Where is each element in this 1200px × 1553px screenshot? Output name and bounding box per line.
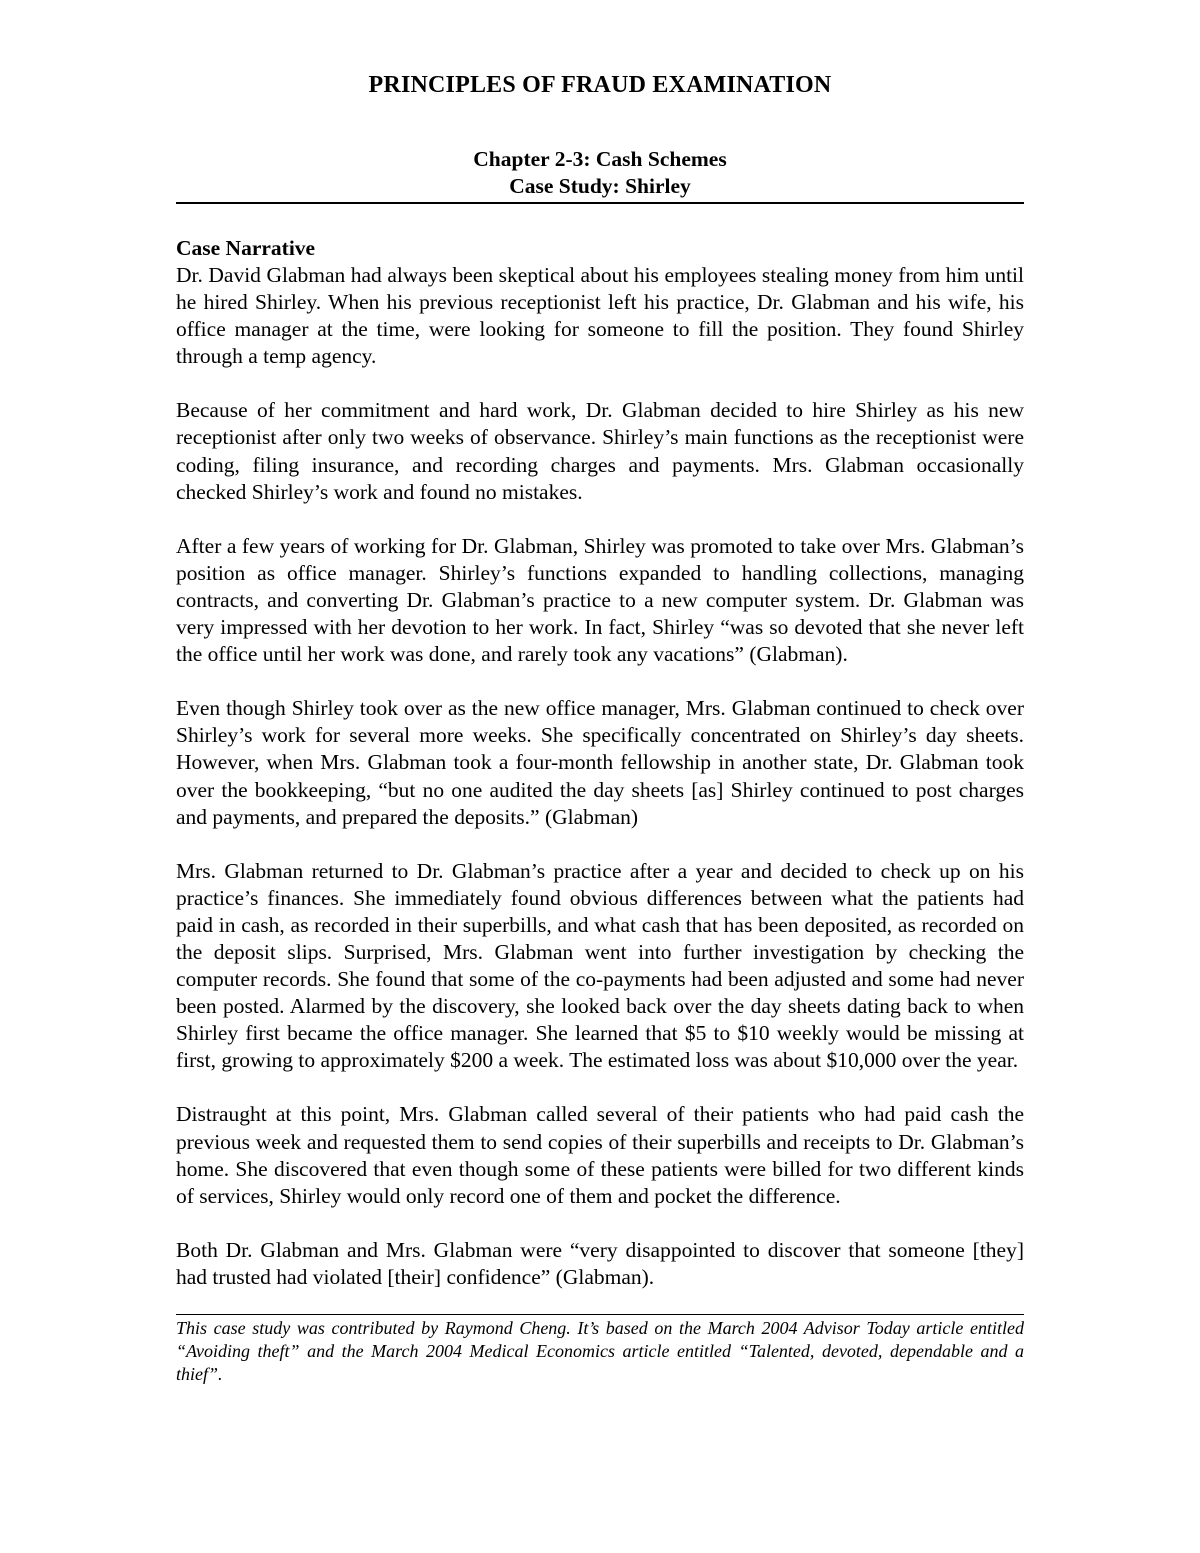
paragraph: Even though Shirley took over as the new office manager, Mrs. Glabman continued to check over Shirley’s work for several more weeks. She specifically concentrated on Shirley’s day sheets. However, when Mrs. Glabman took a four-month fellowship in another state, Dr. Glabman took over the bookkeeping, “but no one audited the day sheets [as] Shirley continued to post charges and payments, and prepared the deposits.” (Glabman) <box>176 696 1024 829</box>
paragraph: Both Dr. Glabman and Mrs. Glabman were “very disappointed to discover that someone [they] had trusted had violated [their] confidence” (Glabman). <box>176 1237 1024 1289</box>
case-study-heading: Case Study: Shirley <box>509 174 691 198</box>
document-page <box>176 72 1024 1386</box>
document-title: PRINCIPLES OF FRAUD EXAMINATION <box>368 72 832 98</box>
paragraph: After a few years of working for Dr. Glabman, Shirley was promoted to take over Mrs. Glabman’s position as office manager. Shirley’s functions expanded to handling collections, managing contracts, and converting Dr. Glabman’s practice to a new computer system. Dr. Glabman was very impressed with her devotion to her work. In fact, Shirley “was so devoted that she never left the office until her work was done, and rarely took any vacations” (Glabman). <box>176 533 1024 667</box>
header-divider <box>176 202 1024 204</box>
paragraph: Distraught at this point, Mrs. Glabman called several of their patients who had paid cash the previous week and requested them to send copies of their superbills and receipts to Dr. Glabman’s home. She discovered that even though some of these patients were billed for two different kinds of services, Shirley would only record one of them and pocket the difference. <box>176 1102 1024 1208</box>
paragraph: Because of her commitment and hard work, Dr. Glabman decided to hire Shirley as his new receptionist after only two weeks of observance. Shirley’s main functions as the receptionist were coding, filing insurance, and recording charges and payments. Mrs. Glabman occasionally checked Shirley’s work and found no mistakes. <box>176 398 1024 504</box>
paragraph: Dr. David Glabman had always been skeptical about his employees stealing money from him until he hired Shirley. When his previous receptionist left his practice, Dr. Glabman and his wife, his office manager at the time, were looking for someone to fill the position. They found Shirley through a temp agency. <box>176 263 1024 369</box>
footnote: This case study was contributed by Raymond Cheng. It’s based on the March 2004 Advisor Today article entitled “Avoiding theft” and the March 2004 Medical Economics article entitled “Talented, devoted, dependable and a thief”. <box>176 1318 1024 1384</box>
chapter-heading: Chapter 2-3: Cash Schemes <box>473 147 727 171</box>
footnote-divider <box>176 1314 1024 1315</box>
paragraph: Mrs. Glabman returned to Dr. Glabman’s practice after a year and decided to check up on his practice’s finances. She immediately found obvious differences between what the patients had paid in cash, as recorded in their superbills, and what cash that has been deposited, as recorded on the deposit slips. Surprised, Mrs. Glabman went into further investigation by checking the computer records. She found that some of the co-payments had been adjusted and some had never been posted. Alarmed by the discovery, she looked back over the day sheets dating back to when Shirley first became the office manager. She learned that $5 to $10 weekly would be missing at first, growing to approximately $200 a week. The estimated loss was about $10,000 over the year. <box>176 858 1024 1073</box>
section-heading: Case Narrative <box>176 236 316 260</box>
